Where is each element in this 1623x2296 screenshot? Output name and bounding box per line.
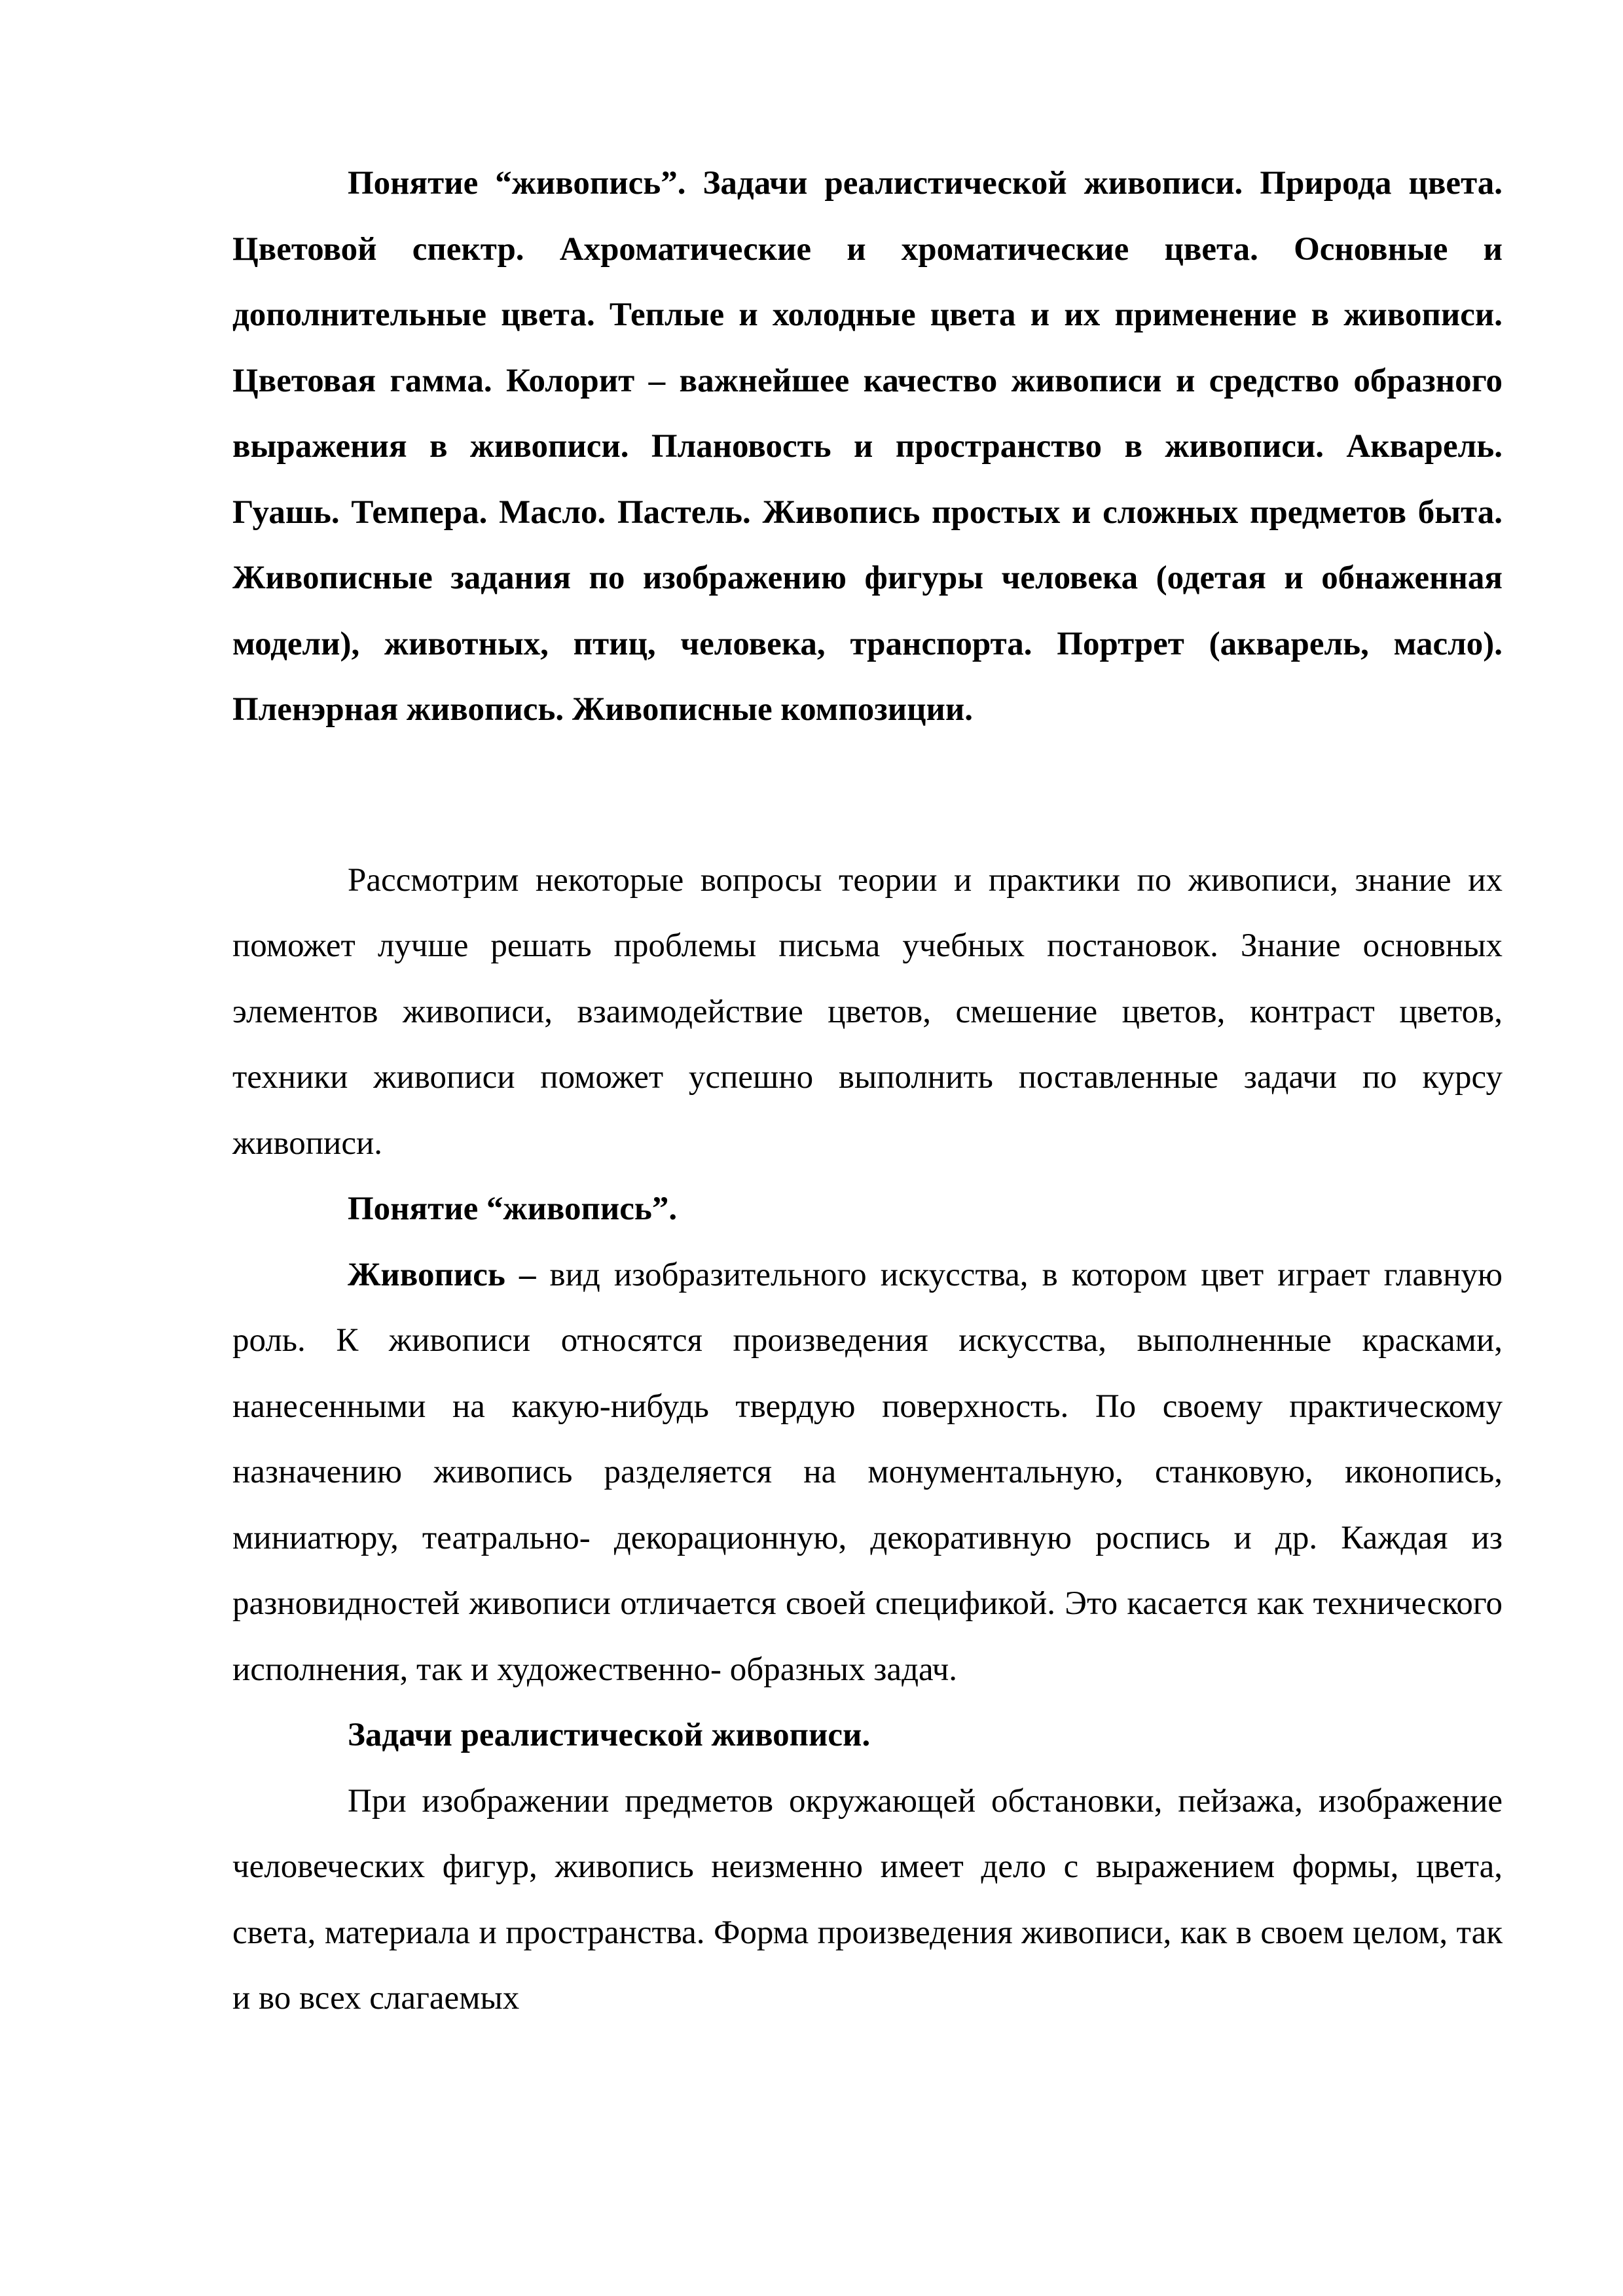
definition-term: Живопись – <box>348 1256 536 1293</box>
summary-paragraph: Понятие “живопись”. Задачи реалистической живописи. Природа цвета. Цветовой спектр. Ахроматические и хроматические цвета. Основные и дополнительные цвета. Теплые и холодные цвета и их применение в живописи. Цветовая гамма. Колорит – важнейшее качество живописи и средство образного выражения в живописи. Плановость и пространство в живописи. Акварель. Гуашь. Темпера. Масло. Пастель. Живопись простых и сложных предметов быта. Живописные задания по изображению фигуры человека (одетая и обнаженная модели), животных, птиц, человека, транспорта. Портрет (акварель, масло). Пленэрная живопись. Живописные композиции. <box>232 165 1503 728</box>
tasks-paragraph: При изображении предметов окружающей обстановки, пейзажа, изображение человеческих фигур, живопись неизменно имеет дело с выражением формы, цвета, света, материала и пространства. Форма произведения живописи, как в своем целом, так и во всех слагаемых <box>232 1782 1503 2017</box>
paragraph-gap <box>232 743 1503 848</box>
definition-body: вид изобразительного искусства, в котором цвет играет главную роль. К живописи относятся произведения искусства, выполненные красками, нанесенными на какую-нибудь твердую поверхность. По своему практическому назначению живопись разделяется на монументальную, станковую, иконопись, миниатюру, театрально- декорационную, декоративную роспись и др. Каждая из разновидностей живописи отличается своей спецификой. Это касается как технического исполнения, так и художественно- образных задач. <box>232 1256 1503 1688</box>
intro-paragraph: Рассмотрим некоторые вопросы теории и практики по живописи, знание их поможет лучше решать проблемы письма учебных постановок. Знание основных элементов живописи, взаимодействие цветов, смешение цветов, контраст цветов, техники живописи поможет успешно выполнить поставленные задачи по курсу живописи. <box>232 861 1503 1162</box>
section-heading-concept: Понятие “живопись”. <box>348 1191 678 1227</box>
section-heading-tasks: Задачи реалистической живописи. <box>348 1717 871 1753</box>
definition-paragraph <box>232 1242 1503 1703</box>
document-page <box>232 151 1503 2032</box>
